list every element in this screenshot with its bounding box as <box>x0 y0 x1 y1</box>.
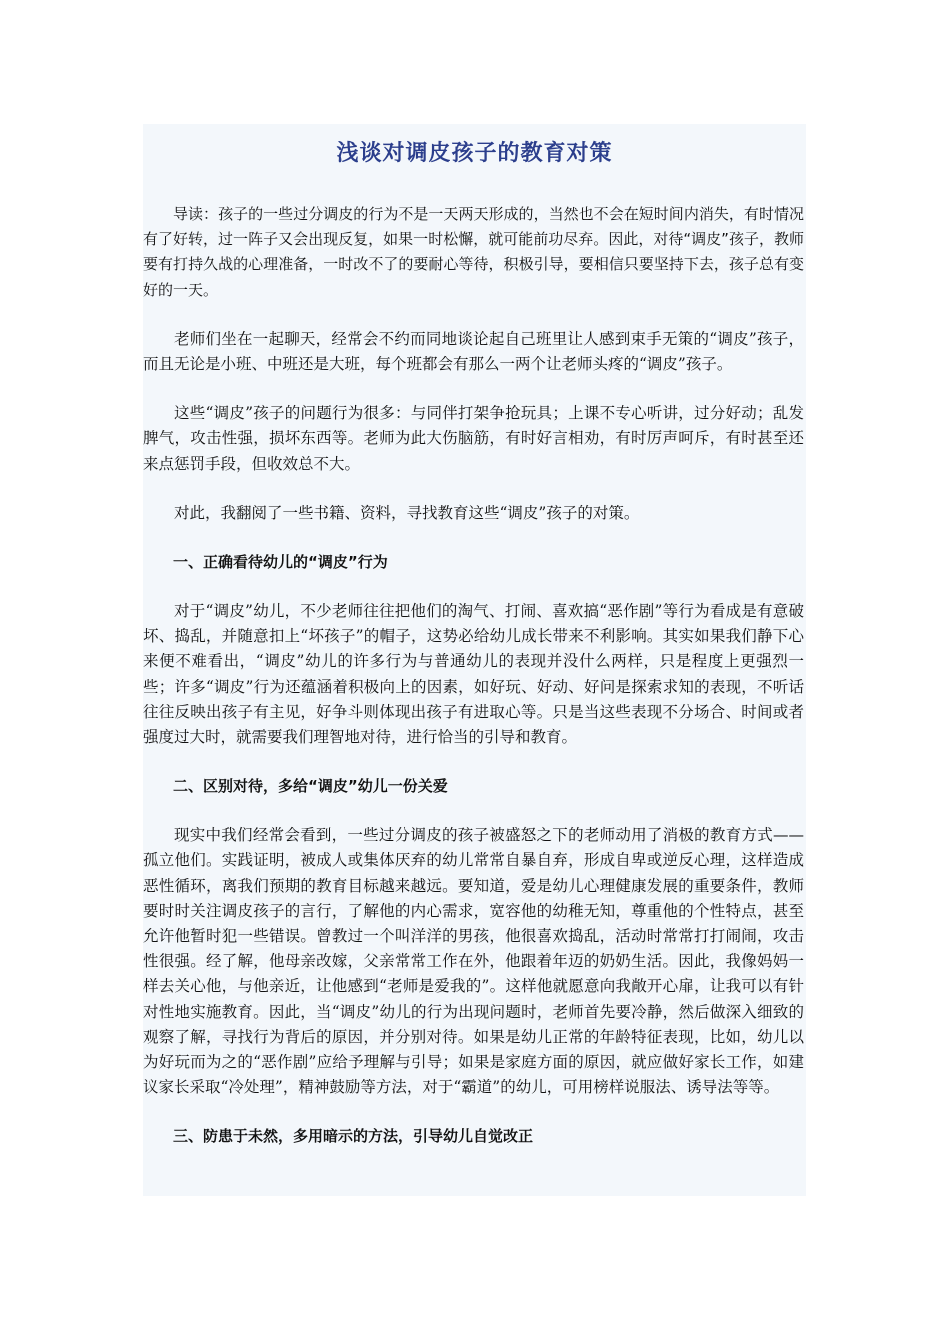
spacer <box>143 377 806 401</box>
intro-paragraph: 导读：孩子的一些过分调皮的行为不是一天两天形成的，当然也不会在短时间内消失，有时情况有了好转，过一阵子又会出现反复，如果一时松懈，就可能前功尽弃。因此，对待“调皮”孩子，教师要有打持久战的心理准备，一时改不了的要耐心等待，积极引导，要相信只要坚持下去，孩子总有变好的一天。 <box>143 205 804 299</box>
body-paragraph: 对此，我翻阅了一些书籍、资料，寻找教育这些“调皮”孩子的对策。 <box>174 503 640 522</box>
document-title: 浅谈对调皮孩子的教育对策 <box>336 140 613 166</box>
section-body: 现实中我们经常会看到，一些过分调皮的孩子被盛怒之下的老师动用了消极的教育方式——孤立他们。实践证明，被成人或集体厌弃的幼儿常常自暴自弃，形成自卑或逆反心理，这样造成恶性循环，离我们预期的教育目标越来越远。要知道，爱是幼儿心理健康发展的重要条件，教师要时时关注调皮孩子的言行，了解他的内心需求，宽容他的幼稚无知，尊重他的个性特点，甚至允许他暂时犯一些错误。曾教过一个叫洋洋的男孩，他很喜欢捣乱，活动时常常打打闹闹，攻击性很强。经了解，他母亲改嫁，父亲常常工作在外，他跟着年迈的奶奶生活。因此，我像妈妈一样去关心他，与他亲近，让他感到“老师是爱我的”。这样他就愿意向我敞开心扉，让我可以有针对性地实施教育。因此，当“调皮”幼儿的行为出现问题时，老师首先要冷静，然后做深入细致的观察了解，寻找行为背后的原因，并分别对待。如果是幼儿正常的年龄特征表现，比如，幼儿以为好玩而为之的“恶作剧”应给予理解与引导；如果是家庭方面的原因，就应做好家长工作，如建议家长采取“冷处理”，精神鼓励等方法，对于“霸道”的幼儿，可用榜样说服法、诱导法等等。 <box>143 826 804 1097</box>
section-heading: 三、防患于未然，多用暗示的方法，引导幼儿自觉改正 <box>173 1127 534 1146</box>
spacer <box>143 477 806 501</box>
spacer <box>143 526 806 550</box>
body-paragraph: 老师们坐在一起聊天，经常会不约而同地谈论起自己班里让人感到束手无策的“调皮”孩子，而且无论是小班、中班还是大班，每个班都会有那么一两个让老师头疼的“调皮”孩子。 <box>143 329 804 374</box>
spacer <box>143 303 806 327</box>
section-body: 对于“调皮”幼儿，不少老师往往把他们的淘气、打闹、喜欢搞“恶作剧”等行为看成是有意破坏、捣乱，并随意扣上“坏孩子”的帽子，这势必给幼儿成长带来不利影响。其实如果我们静下心来便不难看出，“调皮”幼儿的许多行为与普通幼儿的表现并没什么两样，只是程度上更强烈一些；许多“调皮”行为还蕴涵着积极向上的因素，如好玩、好动、好问是探索求知的表现，不听话往往反映出孩子有主见，好争斗则体现出孩子有进取心等。只是当这些表现不分场合、时间或者强度过大时，就需要我们理智地对待，进行恰当的引导和教育。 <box>143 602 804 747</box>
section-heading: 一、正确看待幼儿的“调皮”行为 <box>173 553 388 572</box>
spacer <box>143 799 806 823</box>
document-page <box>143 124 806 1196</box>
spacer <box>143 750 806 774</box>
spacer <box>143 1100 806 1124</box>
body-paragraph: 这些“调皮”孩子的问题行为很多：与同伴打架争抢玩具；上课不专心听讲，过分好动；乱发脾气，攻击性强，损坏东西等。老师为此大伤脑筋，有时好言相劝，有时厉声呵斥，有时甚至还来点惩罚手段，但收效总不大。 <box>143 404 804 473</box>
spacer <box>143 575 806 599</box>
section-heading: 二、区别对待，多给“调皮”幼儿一份关爱 <box>173 777 448 796</box>
